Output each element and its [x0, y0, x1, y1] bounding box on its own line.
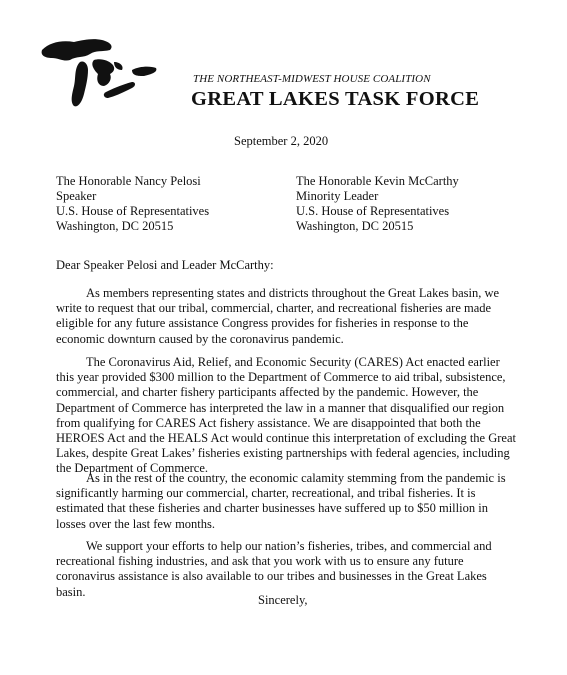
recipient-name: The Honorable Nancy Pelosi [56, 174, 201, 188]
coalition-name: THE NORTHEAST-MIDWEST HOUSE COALITION [193, 73, 431, 85]
body-paragraph-4: We support your efforts to help our nation’s fisheries, tribes, and commercial and recreational fishing industries, and ask that you work with us to ensure any future coronavirus assistance is also available to our tribes and businesses in the Great Lakes basin. [56, 539, 492, 599]
recipient-name: The Honorable Kevin McCarthy [296, 174, 459, 188]
closing: Sincerely, [258, 593, 308, 607]
salutation: Dear Speaker Pelosi and Leader McCarthy: [56, 258, 274, 272]
recipient-role: Speaker [56, 189, 97, 203]
letterhead-title: GREAT LAKES TASK FORCE [191, 88, 480, 110]
body-paragraph-2: The Coronavirus Aid, Relief, and Economic Security (CARES) Act enacted earlier this year provided $300 million to the Department of Commerce to aid tribal, subsistence, commercial, and charter fishery participants affected by the pandemic. However, the Department of Commerce has interpreted the law in a manner that disqualified our region from qualifying for CARES Act fishery assistance. We are disappointed that both the HEROES Act and the HEALS Act would continue this interpretation of excluding the Great Lakes, despite Great Lakes’ fisheries existing partnerships with federal agencies, including the Department of Commerce. [56, 355, 516, 476]
recipient-org: U.S. House of Representatives [296, 204, 450, 218]
recipient-address-pelosi [56, 174, 209, 234]
body-paragraph-1: As members representing states and districts throughout the Great Lakes basin, we write to request that our tribal, commercial, charter, and recreational fisheries are made eligible for any future assistance Congress provides for fisheries in response to the economic downturn caused by the coronavirus pandemic. [56, 286, 500, 346]
letter-date: September 2, 2020 [234, 134, 329, 148]
recipient-org: U.S. House of Representatives [56, 204, 210, 218]
recipient-city: Washington, DC 20515 [56, 219, 174, 233]
great-lakes-map-icon [40, 36, 160, 112]
recipient-city: Washington, DC 20515 [296, 219, 414, 233]
recipient-address-mccarthy [296, 174, 459, 234]
body-paragraph-3: As in the rest of the country, the economic calamity stemming from the pandemic is significantly harming our commercial, charter, recreational, and tribal fisheries. It is estimated that these fisheries and charter businesses have suffered up to $50 million in losses over the last few months. [56, 471, 506, 531]
recipient-role: Minority Leader [296, 189, 379, 203]
